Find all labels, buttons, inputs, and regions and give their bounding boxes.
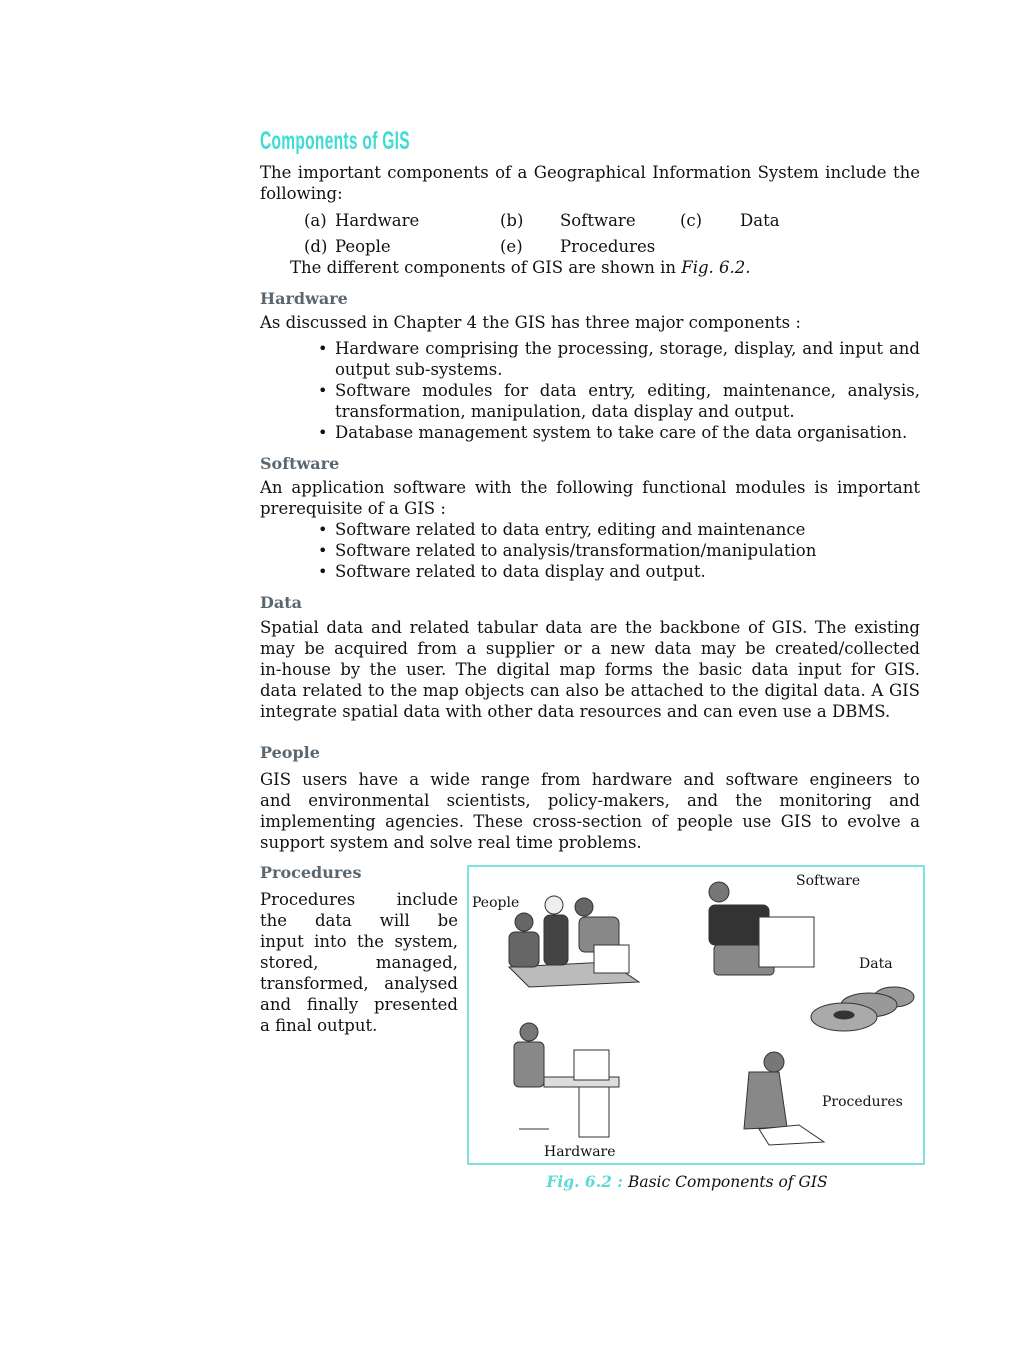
data-illustration <box>811 987 914 1031</box>
page-title: Components of GIS <box>260 127 410 155</box>
bullet-text: transformation, manipulation, data display and output. <box>335 402 795 421</box>
list-marker: (d) <box>304 237 328 256</box>
figure-label-people: People <box>472 895 520 911</box>
figure-caption-text: Basic Components of GIS <box>627 1173 828 1191</box>
bullet-icon: • <box>318 423 328 442</box>
bullet-icon: • <box>318 520 328 539</box>
procedures-text: Procedures include <box>260 890 458 909</box>
figure-reference-line <box>290 257 751 278</box>
section-heading-people: People <box>260 743 320 762</box>
software-text: An application software with the following functional modules is important <box>260 478 920 497</box>
people-text: GIS users have a wide range from hardware and software engineers to <box>260 770 920 789</box>
bullet-text: Database management system to take care of the data organisation. <box>335 423 908 442</box>
bullet-text: Hardware comprising the processing, storage, display, and input and <box>335 339 920 358</box>
section-heading-procedures: Procedures <box>260 863 362 882</box>
section-heading-hardware: Hardware <box>260 289 348 308</box>
list-item: Software <box>560 211 636 230</box>
data-text: in-house by the user. The digital map forms the basic data input for GIS. <box>260 660 920 679</box>
list-item: Hardware <box>335 211 420 230</box>
data-text: integrate spatial data with other data resources and can even use a DBMS. <box>260 702 891 721</box>
bullet-text: Software related to analysis/transformation/manipulation <box>335 541 817 560</box>
figure-reference-text: The different components of GIS are shown in <box>290 258 676 277</box>
figure-label-procedures: Procedures <box>822 1094 903 1110</box>
list-item: Data <box>740 211 780 230</box>
people-text: and environmental scientists, policy-makers, and the monitoring and <box>260 791 920 810</box>
bullet-icon: • <box>318 339 328 358</box>
bullet-icon: • <box>318 541 328 560</box>
list-item: Procedures <box>560 237 656 256</box>
figure-number: Fig. 6.2 : <box>546 1172 623 1191</box>
list-marker: (a) <box>304 211 327 230</box>
data-text: may be acquired from a supplier or a new data may be created/collected <box>260 639 920 658</box>
procedures-illustration <box>744 1052 824 1145</box>
bullet-text: Software modules for data entry, editing, maintenance, analysis, <box>335 381 920 400</box>
software-text: prerequisite of a GIS : <box>260 499 446 518</box>
figure-label-data: Data <box>859 956 893 972</box>
intro-line: The important components of a Geographical Information System include the <box>260 163 920 182</box>
procedures-text: transformed, analysed <box>260 974 458 993</box>
list-marker: (b) <box>500 211 524 230</box>
section-heading-data: Data <box>260 593 302 612</box>
figure-label-hardware: Hardware <box>544 1144 616 1160</box>
data-text: Spatial data and related tabular data are the backbone of GIS. The existing <box>260 618 920 637</box>
figure-reference: Fig. 6.2. <box>681 258 751 277</box>
list-marker: (e) <box>500 237 523 256</box>
procedures-text: and finally presented <box>260 995 458 1014</box>
procedures-text: input into the system, <box>260 932 458 951</box>
list-marker: (c) <box>680 211 703 230</box>
bullet-text: output sub-systems. <box>335 360 503 379</box>
procedures-text: the data will be <box>260 911 458 930</box>
bullet-text: Software related to data entry, editing and maintenance <box>335 520 806 539</box>
bullet-icon: • <box>318 381 328 400</box>
figure-caption <box>467 1172 907 1191</box>
procedures-text: a final output. <box>260 1016 378 1035</box>
figure-gis-components <box>467 865 925 1165</box>
section-heading-software: Software <box>260 454 340 473</box>
people-text: implementing agencies. These cross-section of people use GIS to evolve a <box>260 812 920 831</box>
intro-line: following: <box>260 184 343 203</box>
hardware-illustration <box>514 1023 619 1137</box>
figure-illustrations <box>469 867 923 1163</box>
data-text: data related to the map objects can also be attached to the digital data. A GIS <box>260 681 920 700</box>
hardware-lead: As discussed in Chapter 4 the GIS has three major components : <box>260 313 801 332</box>
procedures-text: stored, managed, <box>260 953 458 972</box>
software-illustration <box>709 882 814 975</box>
bullet-icon: • <box>318 562 328 581</box>
people-text: support system and solve real time problems. <box>260 833 642 852</box>
figure-label-software: Software <box>796 873 861 889</box>
people-illustration <box>509 896 639 987</box>
bullet-text: Software related to data display and output. <box>335 562 706 581</box>
list-item: People <box>335 237 391 256</box>
